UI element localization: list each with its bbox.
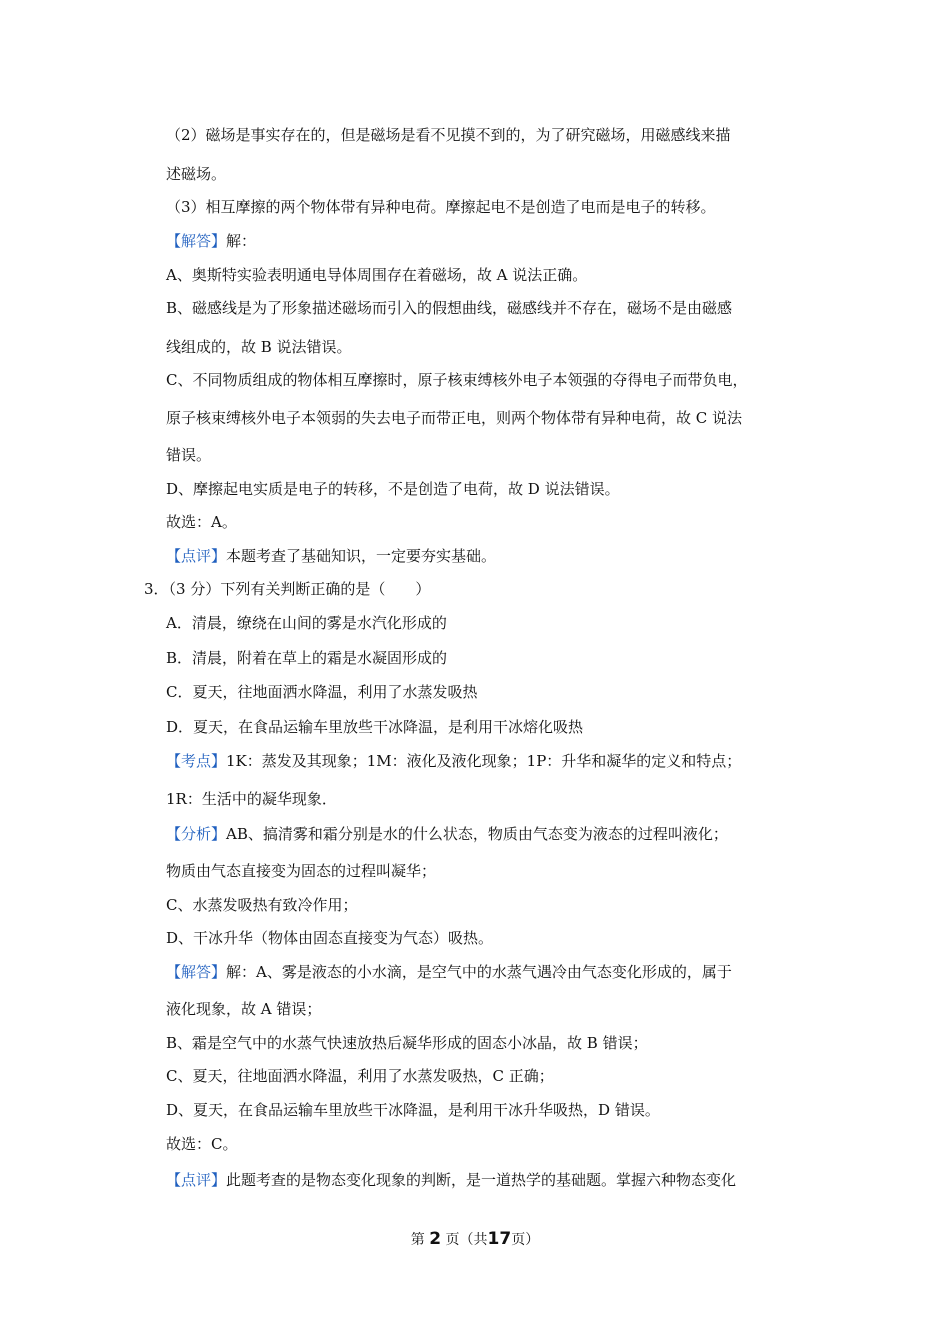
text-line: 液化现象，故 A 错误； [166,1000,322,1018]
text-line: D、摩擦起电实质是电子的转移，不是创造了电荷，故 D 说法错误。 [166,480,620,498]
text-line: （3）相互摩擦的两个物体带有异种电荷。摩擦起电不是创造了电而是电子的转移。 [166,198,716,216]
text-line: 线组成的，故 B 说法错误。 [166,338,352,356]
option-b: B．清晨，附着在草上的霜是水凝固形成的 [166,649,448,667]
text-line: 物质由气态直接变为固态的过程叫凝华； [166,862,437,880]
point-line: 【考点】1K：蒸发及其现象；1M：液化及液化现象；1P：升华和凝华的定义和特点； [166,752,742,770]
text-line: B、磁感线是为了形象描述磁场而引入的假想曲线，磁感线并不存在，磁场不是由磁感 [166,299,733,317]
answer-tag: 【解答】 [166,232,227,250]
answer-line: 【解答】解： [166,232,257,250]
page-footer: 第 2 页（共17页） [410,1229,540,1249]
page-total: 17 [487,1229,512,1249]
page-number: 2 [429,1229,442,1249]
text-line: C、不同物质组成的物体相互摩擦时，原子核束缚核外电子本领强的夺得电子而带负电， [166,371,748,389]
analysis-line: 【分析】AB、搞清雾和霜分别是水的什么状态，物质由气态变为液态的过程叫液化； [166,825,728,843]
text-line: 故选：C。 [166,1135,238,1153]
point-tag: 【考点】 [166,752,227,770]
analysis-tag: 【分析】 [166,825,227,843]
answer-line: 【解答】解：A、雾是液态的小水滴，是空气中的水蒸气遇冷由气态变化形成的，属于 [166,963,732,981]
text-line: A、奥斯特实验表明通电导体周围存在着磁场，故 A 说法正确。 [166,266,588,284]
text-line: 原子核束缚核外电子本领弱的失去电子而带正电，则两个物体带有异种电荷，故 C 说法 [166,409,743,427]
answer-tag: 【解答】 [166,963,227,981]
comment-tag: 【点评】 [166,547,227,565]
option-a: A．清晨，缭绕在山间的雾是水汽化形成的 [166,614,447,632]
text-line: （2）磁场是事实存在的，但是磁场是看不见摸不到的，为了研究磁场，用磁感线来描 [166,126,731,144]
comment-line: 【点评】此题考查的是物态变化现象的判断，是一道热学的基础题。掌握六种物态变化 [166,1171,737,1189]
text-line: D、夏天，在食品运输车里放些干冰降温，是利用干冰升华吸热，D 错误。 [166,1101,660,1119]
option-d: D．夏天，在食品运输车里放些干冰降温，是利用干冰熔化吸热 [166,718,584,736]
comment-line: 【点评】本题考查了基础知识，一定要夯实基础。 [166,547,497,565]
comment-tag: 【点评】 [166,1171,227,1189]
text-line: C、水蒸发吸热有致冷作用； [166,896,358,914]
text-line: D、干冰升华（物体由固态直接变为气态）吸热。 [166,929,494,947]
text-line: 1R：生活中的凝华现象． [166,790,337,808]
text-line: C、夏天，往地面洒水降温，利用了水蒸发吸热，C 正确； [166,1067,554,1085]
text-line: 述磁场。 [166,165,227,183]
text-line: B、霜是空气中的水蒸气快速放热后凝华形成的固态小冰晶，故 B 错误； [166,1034,648,1052]
text-line: 错误。 [166,446,212,464]
text-line: 故选：A。 [166,513,237,531]
option-c: C．夏天，往地面洒水降温，利用了水蒸发吸热 [166,683,478,701]
question-stem: 3．（3 分）下列有关判断正确的是（ ） [144,580,431,598]
